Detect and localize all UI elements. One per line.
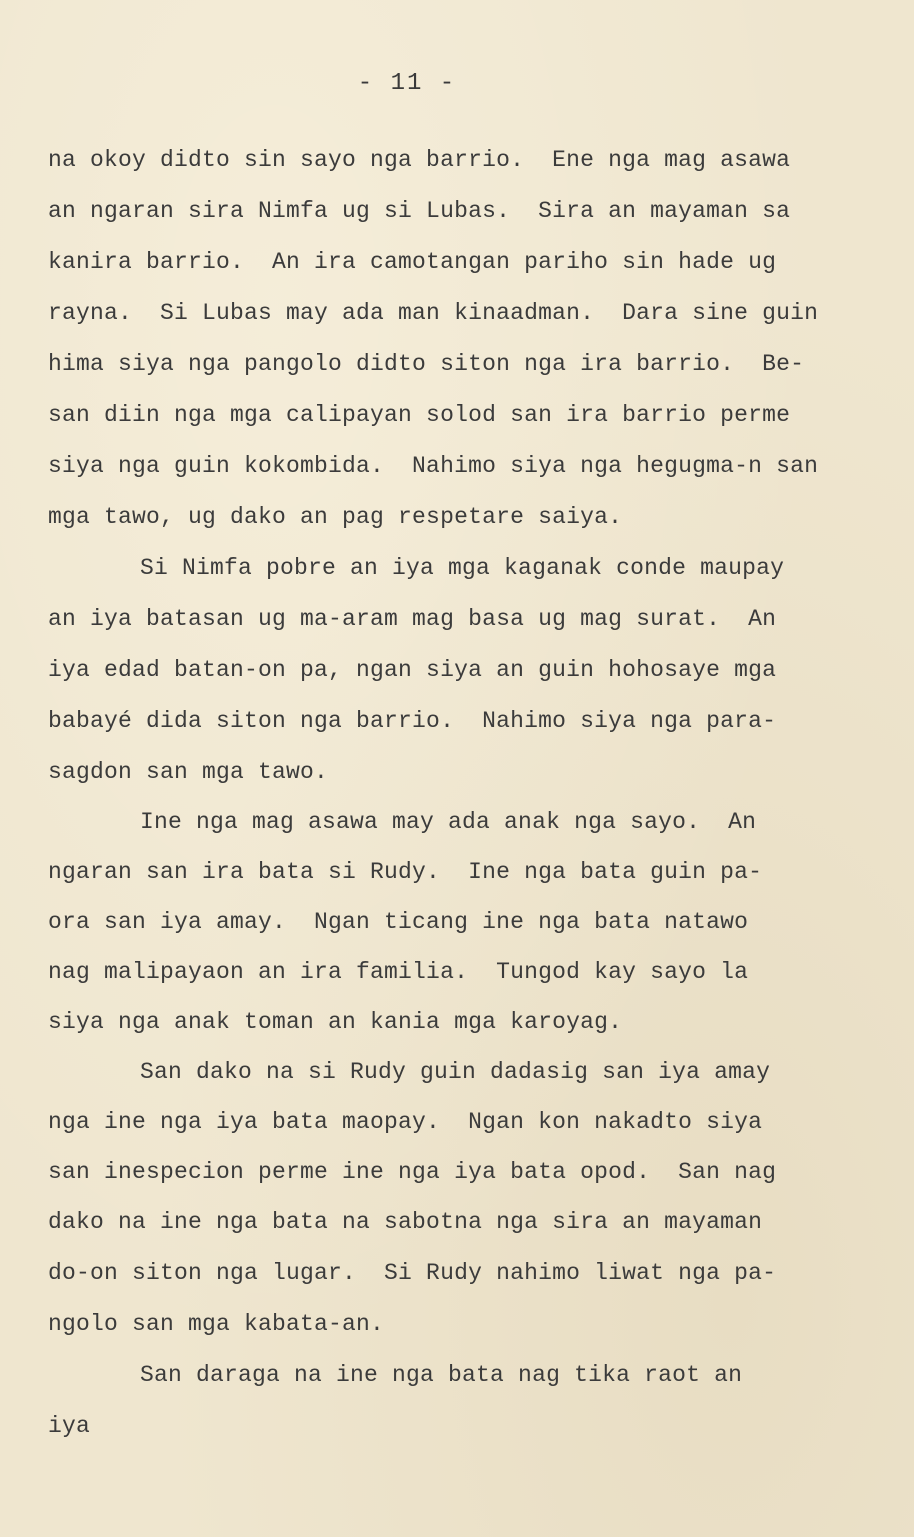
- text-line: ngaran san ira bata si Rudy. Ine nga bata guin pa-: [48, 859, 763, 885]
- text-line: iya: [48, 1413, 91, 1439]
- text-line: an ngaran sira Nimfa ug si Lubas. Sira an mayaman sa: [48, 198, 791, 224]
- text-line: nga ine nga iya bata maopay. Ngan kon nakadto siya: [48, 1109, 763, 1135]
- text-line: ora san iya amay. Ngan ticang ine nga bata natawo: [48, 909, 749, 935]
- paragraph-first-line: Ine nga mag asawa may ada anak nga sayo. An: [140, 809, 757, 835]
- text-line: siya nga guin kokombida. Nahimo siya nga hegugma-n san: [48, 453, 819, 479]
- text-line: mga tawo, ug dako an pag respetare saiya.: [48, 504, 623, 530]
- text-line: dako na ine nga bata na sabotna nga sira an mayaman: [48, 1209, 763, 1235]
- paragraph-first-line: Si Nimfa pobre an iya mga kaganak conde maupay: [140, 555, 785, 581]
- text-line: ngolo san mga kabata-an.: [48, 1311, 385, 1337]
- text-line: iya edad batan-on pa, ngan siya an guin hohosaye mga: [48, 657, 777, 683]
- text-line: do-on siton nga lugar. Si Rudy nahimo liwat nga pa-: [48, 1260, 777, 1286]
- text-line: siya nga anak toman an kania mga karoyag.: [48, 1009, 623, 1035]
- text-line: san diin nga mga calipayan solod san ira barrio perme: [48, 402, 791, 428]
- text-line: hima siya nga pangolo didto siton nga ira barrio. Be-: [48, 351, 805, 377]
- text-line: san inespecion perme ine nga iya bata opod. San nag: [48, 1159, 777, 1185]
- text-line: nag malipayaon an ira familia. Tungod kay sayo la: [48, 959, 749, 985]
- paragraph-first-line: San dako na si Rudy guin dadasig san iya amay: [140, 1059, 771, 1085]
- text-line: rayna. Si Lubas may ada man kinaadman. Dara sine guin: [48, 300, 819, 326]
- paragraph-first-line: San daraga na ine nga bata nag tika raot an: [140, 1362, 743, 1388]
- text-line: na okoy didto sin sayo nga barrio. Ene nga mag asawa: [48, 147, 791, 173]
- text-line: kanira barrio. An ira camotangan pariho sin hade ug: [48, 249, 777, 275]
- page-number: - 11 -: [357, 70, 457, 97]
- text-line: an iya batasan ug ma-aram mag basa ug mag surat. An: [48, 606, 777, 632]
- text-line: babayé dida siton nga barrio. Nahimo siya nga para-: [48, 708, 777, 734]
- text-line: sagdon san mga tawo.: [48, 759, 329, 785]
